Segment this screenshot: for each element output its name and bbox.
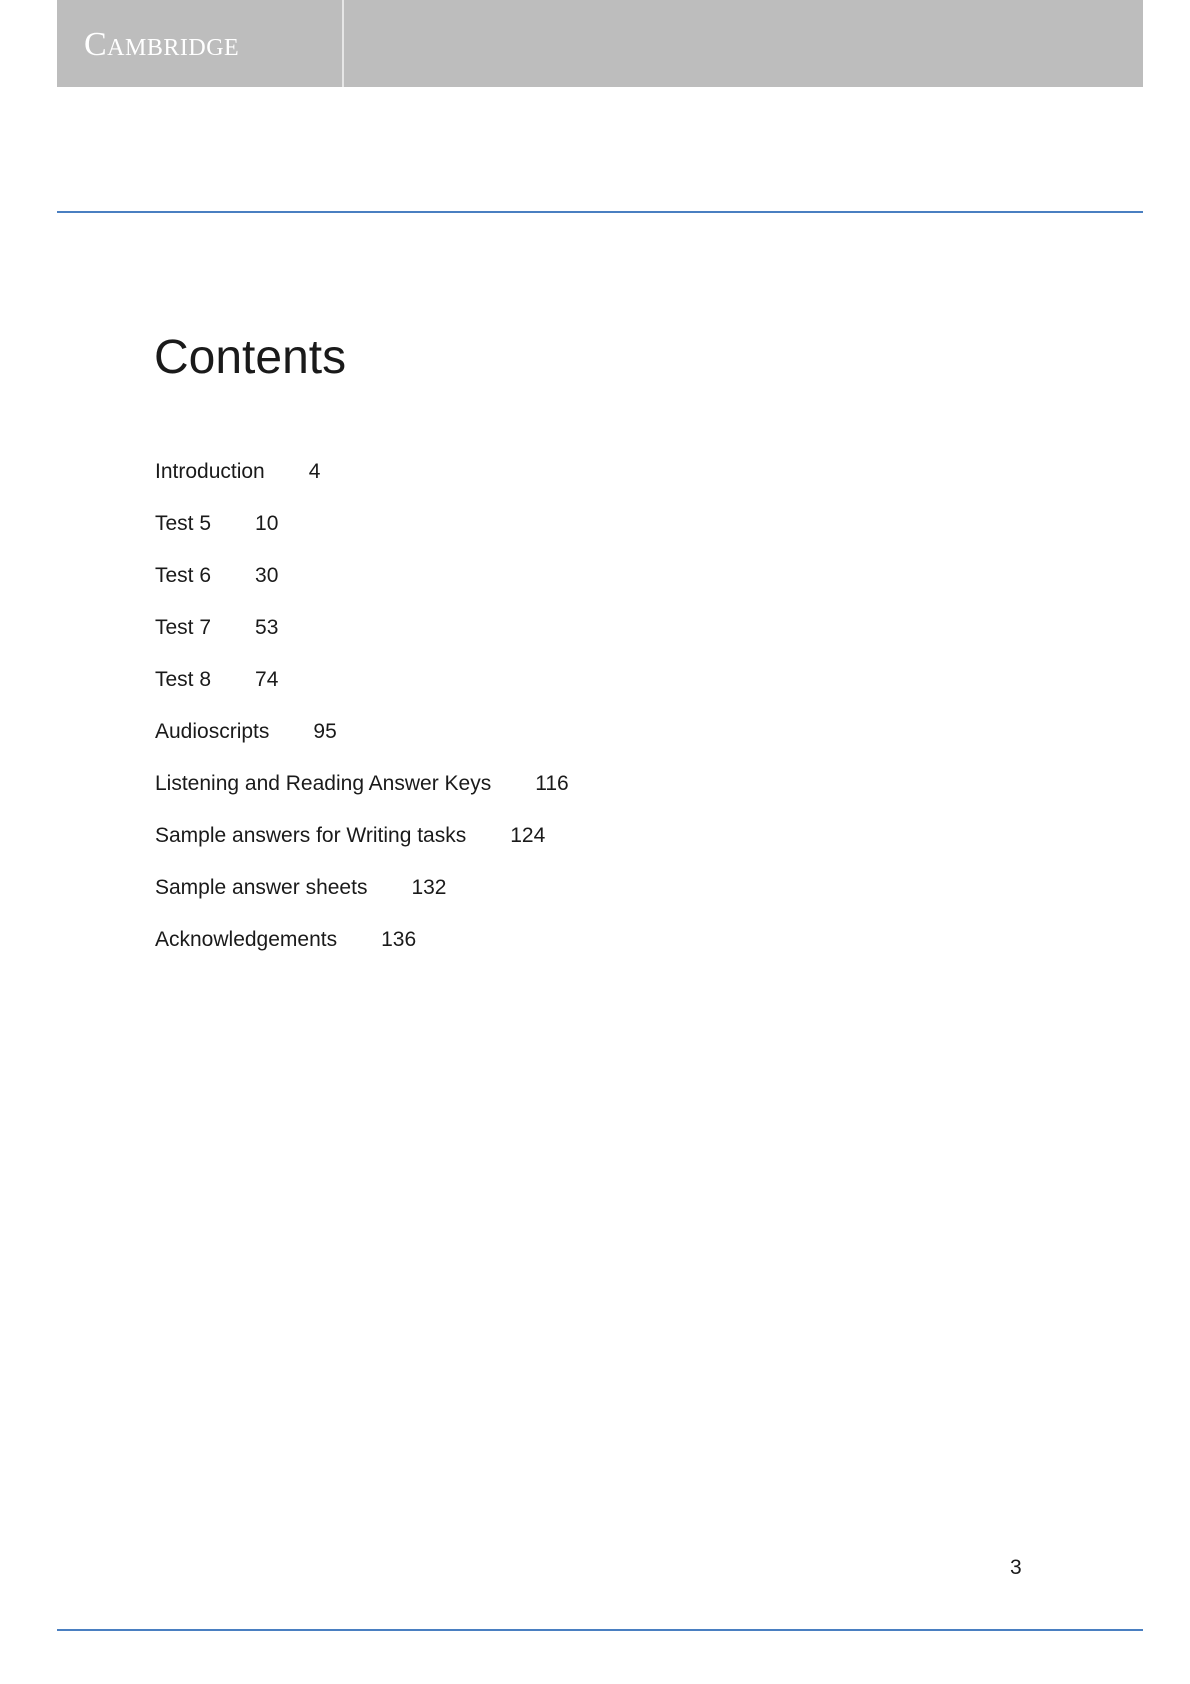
toc-entry-page: 132 bbox=[411, 876, 447, 899]
toc-entry-page: 53 bbox=[255, 616, 279, 639]
toc-entry-label: Sample answers for Writing tasks bbox=[155, 824, 467, 847]
top-rule bbox=[57, 211, 1143, 213]
page-number: 3 bbox=[1010, 1556, 1022, 1579]
toc-entry-answer-keys bbox=[155, 770, 569, 822]
toc-entry-page: 74 bbox=[255, 668, 279, 691]
toc-entry-label: Test 5 bbox=[155, 512, 212, 535]
toc-entry-page: 136 bbox=[381, 928, 417, 951]
toc-entry-label: Test 7 bbox=[155, 616, 212, 639]
toc-entry-test-6 bbox=[155, 562, 569, 614]
toc-entry-page: 116 bbox=[535, 772, 569, 795]
toc-entry-answer-sheets bbox=[155, 874, 569, 926]
toc-entry-sample-writing bbox=[155, 822, 569, 874]
toc-entry-page: 95 bbox=[313, 720, 337, 743]
toc-entry-acknowledgements bbox=[155, 926, 569, 978]
toc-entry-label: Sample answer sheets bbox=[155, 876, 368, 899]
toc-entry-audioscripts bbox=[155, 718, 569, 770]
toc-entry-label: Test 6 bbox=[155, 564, 212, 587]
toc-entry-label: Introduction bbox=[155, 460, 265, 483]
page-title: Contents bbox=[154, 331, 347, 384]
toc-entry-label: Listening and Reading Answer Keys bbox=[155, 772, 492, 795]
toc-entry-label: Audioscripts bbox=[155, 720, 270, 743]
table-of-contents bbox=[155, 458, 569, 978]
toc-entry-label: Test 8 bbox=[155, 668, 212, 691]
header-divider bbox=[342, 0, 344, 87]
toc-entry-page: 10 bbox=[255, 512, 279, 535]
toc-entry-page: 30 bbox=[255, 564, 279, 587]
toc-entry-test-8 bbox=[155, 666, 569, 718]
bottom-rule bbox=[57, 1629, 1143, 1631]
toc-entry-test-7 bbox=[155, 614, 569, 666]
toc-entry-page: 124 bbox=[510, 824, 546, 847]
toc-entry-label: Acknowledgements bbox=[155, 928, 338, 951]
brand-logo: Cambridge bbox=[84, 26, 240, 63]
toc-entry-test-5 bbox=[155, 510, 569, 562]
toc-entry-page: 4 bbox=[308, 460, 321, 483]
toc-entry-introduction bbox=[155, 458, 569, 510]
